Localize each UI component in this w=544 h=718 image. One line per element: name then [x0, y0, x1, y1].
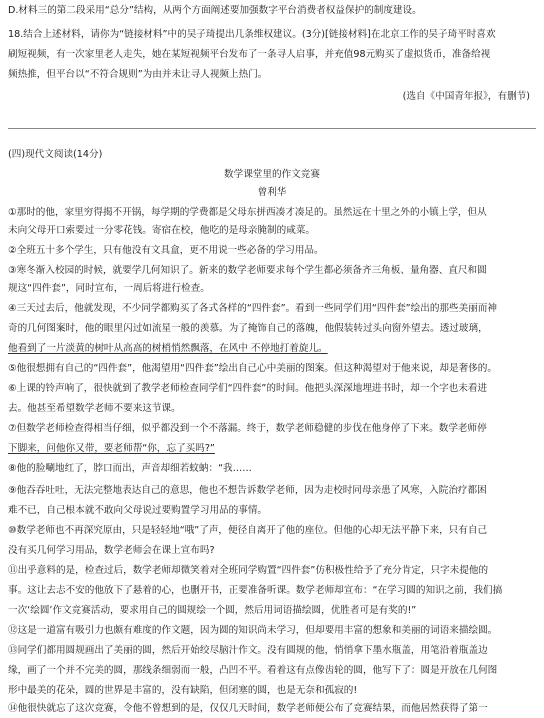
paragraph-11-line-2: 事。这让去忐不安的他放下了悬着的心，也删开书，正要准备听课。数学老师却宣布：“在学习圆的知识之前，我们搞: [8, 585, 503, 596]
source-citation: (选自《中国青年报》，有删节): [402, 91, 530, 102]
paragraph-10-line-1: ⑩数学老师也不再深究原由，只是轻轻地“哦”了声，便径自离开了他的座位。但他的心却无法平静下来，只有自己: [8, 525, 488, 536]
option-d: D.材料三的第二段采用“总分”结构，从两个方面阐述要加强数字平台消费者权益保护的制度建设。: [8, 5, 422, 16]
paragraph-9-line-2: 难不已，自己根本就不敢向父母说过要购置学习用品的事情。: [8, 505, 268, 516]
article-title: 数学课堂里的作文竞赛: [224, 169, 320, 180]
paragraph-9-line-1: ⑨他吞吞吐吐，无法完整地表达自己的意思，他也不想告诉数学老师，因为走校时同母亲患了风寒，入院治疗都困: [8, 485, 487, 496]
paragraph-6-line-1: ⑥上课的铃声响了，很快就到了教学老师检查同学们“四件套”的时间。他把头深深地埋进书时，却一个字也未看进: [8, 383, 488, 394]
paragraph-13-line-2: 缘，画了一个并不完美的圆，那线条细弱而一般，凸凹不平。看着这有点像齿轮的圆，他写下了：圆是开放在几何图: [8, 665, 498, 676]
paragraph-13-line-3: 形中最美的花朵，圆的世界是丰富的，没有缺陷，但闭塞的圆，也是无奈和孤寂的!: [8, 685, 358, 696]
section-header: (四)现代文阅读(14分): [8, 149, 103, 160]
paragraph-2: ②全班五十多个学生，只有他没有文具盒，更不用说一些必备的学习用品。: [8, 245, 324, 256]
question-18-line-1: 18.结合上述材料，请你为“链接材料”中的吴子琦提出几条维权建议。(3分)[链接材料]在北京工作的吴子琦平时喜欢: [8, 29, 496, 40]
paragraph-8: ⑧他的脸唰地红了，脖口而出，声音却细若蚊蚋：“我……: [8, 463, 252, 474]
paragraph-5: ⑤他很想拥有自己的“四件套”，他渴望用“四件套”绘出自己心中美丽的图案。但这种渴望对于他来说，却是奢侈的。: [8, 363, 497, 374]
question-18-line-3: 频热推，但平台以“不符合规则”为由并未让寻人视频上热门。: [8, 69, 268, 80]
paragraph-3-line-1: ③寒冬渐入校园的时候，就要学几何知识了。新来的数学老师要求每个学生都必须备齐三角板、量角器、直尺和圆: [8, 265, 487, 276]
paragraph-10-line-2: 没有买几何学习用品，数学老师会在课上宣布吗?: [8, 545, 215, 556]
paragraph-4-line-3-underlined: 他看到了一片淡黄的树叶从高高的树梢悄然飘落，在风中 不停地打着旋儿。: [8, 343, 328, 354]
article-author: 曾利华: [257, 187, 287, 198]
question-18-line-2: 刷短视频，有一次家里老人走失，她在某短视频平台发布了一条寻人启事，并充值98元购买了虚拟货币，准备给视: [8, 49, 491, 60]
paragraph-13-line-1: ⑬同学们都用圆规画出了美丽的圆，然后开始绞尽脑汁作文。没有圆规的他，悄悄拿下墨水瓶盖，用笔沿着瓶盖边: [8, 645, 488, 656]
paragraph-14: ⑭他很快就忘了这次竞赛，令他不曾想到的是，仅仅几天时间，数学老师便公布了竞赛结果，而他居然获得了第一: [8, 703, 488, 714]
paragraph-4-line-2: 奇的几何图案时，他的眼里闪过如流星一般的羡慕。为了掩饰自己的落魄，他假装转过头向窗外望去。透过玻璃，: [8, 323, 488, 334]
paragraph-7-line-1: ⑦但数学老师检查得相当仔细，似乎都没到一个不落漏。终于，数学老师稳健的步伐在他身停了下来。数学老师停: [8, 423, 487, 434]
paragraph-1-line-1: ①那时的他，家里穷得揭不开锅，每学期的学费都是父母东拼西凑才凑足的。虽然远在十里之外的小镇上学，但从: [8, 207, 487, 218]
paragraph-6-line-2: 去。他甚至希望数学老师不要来这节课。: [8, 403, 181, 414]
paragraph-11-line-1: ⑪出乎意料的是，检查过后，数学老师却微笑着对全班同学购置“四件套”仿积极性给予了充分肯定，只字未提他的: [8, 565, 489, 576]
paragraph-7-line-2-underlined: 下脚来，问他你又带，要老师帮“你，忘了买吗?”: [8, 443, 215, 454]
section-divider: [8, 128, 536, 129]
paragraph-12: ⑫这是一道富有吸引力也颇有难度的作文题，因为圆的知识尚未学习，但却要用丰富的想象和美丽的词语来描绘圆。: [8, 625, 498, 636]
paragraph-4-line-1: ④三天过去后，他就发现，不少同学都购买了各式各样的“四件套”。看到一些同学们用“四件套”绘出的那些美丽而神: [8, 303, 497, 314]
paragraph-3-line-2: 规这“四件套”，同时宣布，一周后将进行检查。: [8, 283, 210, 294]
paragraph-1-line-2: 未向父母开口索要过一分零花钱。寄宿在校，他吃的是母亲腌制的咸菜。: [8, 225, 315, 236]
paragraph-11-line-3: 一次‘绘圆’作文竞赛活动，要求用自己的圆规绘一个圆，然后用词语描绘圆，优胜者可是有奖的!”: [8, 605, 417, 616]
